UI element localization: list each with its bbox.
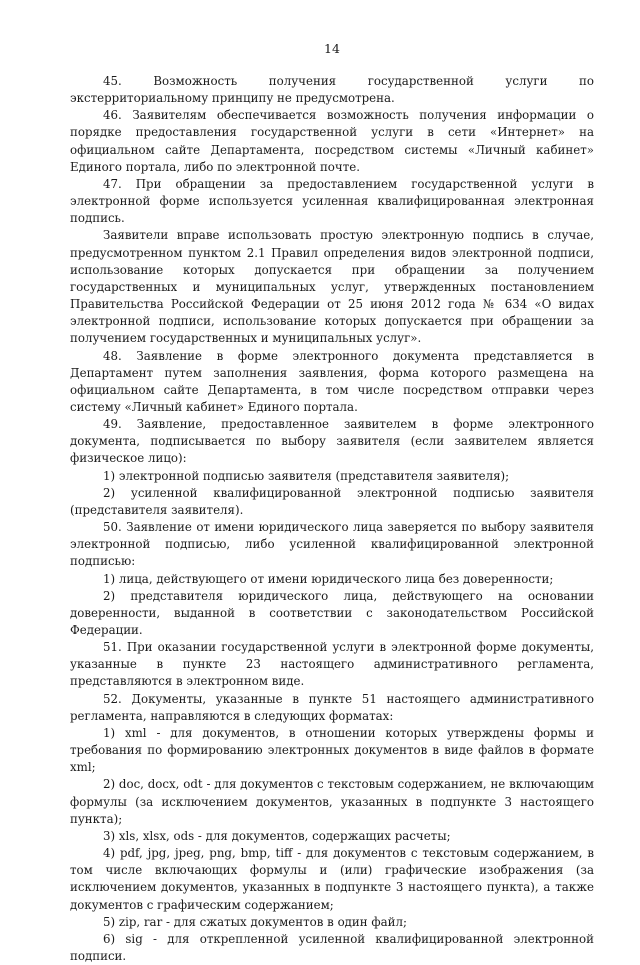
list-item-52-5: 5) zip, rar - для сжатых документов в один файл; bbox=[103, 914, 408, 929]
list-item-52-1: 1) xml - для документов, в отношении которых утверждены формы и требования по формированию электронных документов в виде файлов в формате xml; bbox=[70, 725, 594, 775]
list-item-52-3: 3) xls, xlsx, ods - для документов, содержащих расчеты; bbox=[103, 828, 451, 843]
paragraph-simple-signature: Заявители вправе использовать простую электронную подпись в случае, предусмотренном пунктом 2.1 Правил определения видов электронной подписи, использование которых допускается при обращении за получением государственных и муниципальных услуг, утвержденных постановлением Правительства Российской Федерации от 25 июня 2012 года № 634 «О видах электронной подписи, использование которых допускается при обращении за получением государственных и муниципальных услуг». bbox=[70, 228, 594, 346]
paragraph-51: 51. При оказании государственной услуги в электронной форме документы, указанные в пункте 23 настоящего административного регламента, представляются в электронном виде. bbox=[70, 640, 594, 689]
paragraph-45: 45. Возможность получения государственной услуги по экстерриториальному принципу не предусмотрена. bbox=[70, 74, 594, 106]
list-item-49-2: 2) усиленной квалифицированной электронной подписью заявителя (представителя заявителя). bbox=[70, 485, 594, 517]
paragraph-47: 47. При обращении за предоставлением государственной услуги в электронной форме используется усиленная квалифицированная электронная подпись. bbox=[70, 176, 594, 226]
page-number: 14 bbox=[324, 41, 340, 56]
paragraph-48: 48. Заявление в форме электронного документа представляется в Департамент путем заполнения заявления, форма которого размещена на официальном сайте Департамента, в том числе посредством отправки через систему «Личный кабинет» Единого портала. bbox=[70, 348, 594, 414]
list-item-52-4: 4) pdf, jpg, jpeg, png, bmp, tiff - для документов с текстовым содержанием, в том числе включающих формулы и (или) графические изображения (за исключением документов, указанных в подпункте 3 настоящего пункта), а также документов с графическим содержанием; bbox=[70, 846, 594, 912]
list-item-52-2: 2) doc, docx, odt - для документов с текстовым содержанием, не включающим формулы (за исключением документов, указанных в подпункте 3 настоящего пункта); bbox=[70, 777, 594, 826]
paragraph-49: 49. Заявление, предоставленное заявителем в форме электронного документа, подписывается по выбору заявителя (если заявителем является физическое лицо): bbox=[70, 417, 594, 466]
paragraph-46: 46. Заявителям обеспечивается возможность получения информации о порядке предоставления государственной услуги в сети «Интернет» на официальном сайте Департамента, посредством системы «Личный кабинет» Единого портала, либо по электронной почте. bbox=[70, 108, 594, 174]
list-item-49-1: 1) электронной подписью заявителя (представителя заявителя); bbox=[103, 468, 510, 483]
document-body bbox=[70, 73, 594, 965]
list-item-52-6: 6) sig - для открепленной усиленной квалифицированной электронной подписи. bbox=[70, 931, 594, 963]
paragraph-50: 50. Заявление от имени юридического лица заверяется по выбору заявителя электронной подписью, либо усиленной квалифицированной электронной подписью: bbox=[70, 520, 594, 569]
list-item-50-1: 1) лица, действующего от имени юридического лица без доверенности; bbox=[103, 571, 554, 586]
list-item-50-2: 2) представителя юридического лица, действующего на основании доверенности, выданной в соответствии с законодательством Российской Федерации. bbox=[70, 588, 594, 637]
paragraph-52: 52. Документы, указанные в пункте 51 настоящего административного регламента, направляются в следующих форматах: bbox=[70, 691, 594, 723]
